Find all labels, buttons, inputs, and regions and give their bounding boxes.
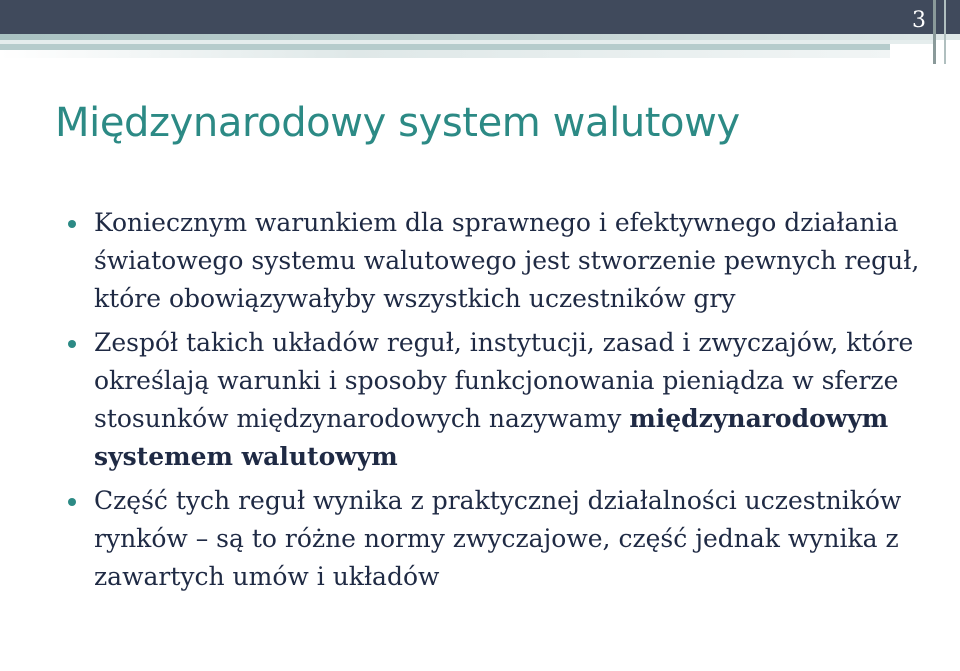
- bullet-item: [66, 482, 926, 596]
- slide-title: Międzynarodowy system walutowy: [55, 100, 740, 146]
- bullet-bold-term: międzynarodowym systemem walutowym: [94, 404, 889, 471]
- bullet-item: [66, 204, 926, 318]
- bullet-item: [66, 324, 926, 476]
- header-accent-line-4: [0, 50, 890, 58]
- bullet-text: Część tych reguł wynika z praktycznej działalności uczestników rynków – są to różne normy zwyczajowe, część jednak wynika z zawartych umów i układów: [94, 486, 902, 591]
- bullet-dot-icon: [68, 498, 76, 506]
- bullet-text: Koniecznym warunkiem dla sprawnego i efektywnego działania światowego systemu walutowego jest stworzenie pewnych reguł, które obowiązywałyby wszystkich uczestników gry: [94, 208, 920, 313]
- bullet-list: [66, 204, 926, 602]
- header-right-frame: [933, 0, 960, 64]
- bullet-dot-icon: [68, 340, 76, 348]
- slide-number: 3: [912, 8, 926, 33]
- header-bar: [0, 0, 960, 34]
- bullet-dot-icon: [68, 220, 76, 228]
- bullet-text: Zespół takich układów reguł, instytucji, zasad i zwyczajów, które określają warunki i sposoby funkcjonowania pieniądza w sferze stosunków międzynarodowych nazywamy: [94, 328, 914, 433]
